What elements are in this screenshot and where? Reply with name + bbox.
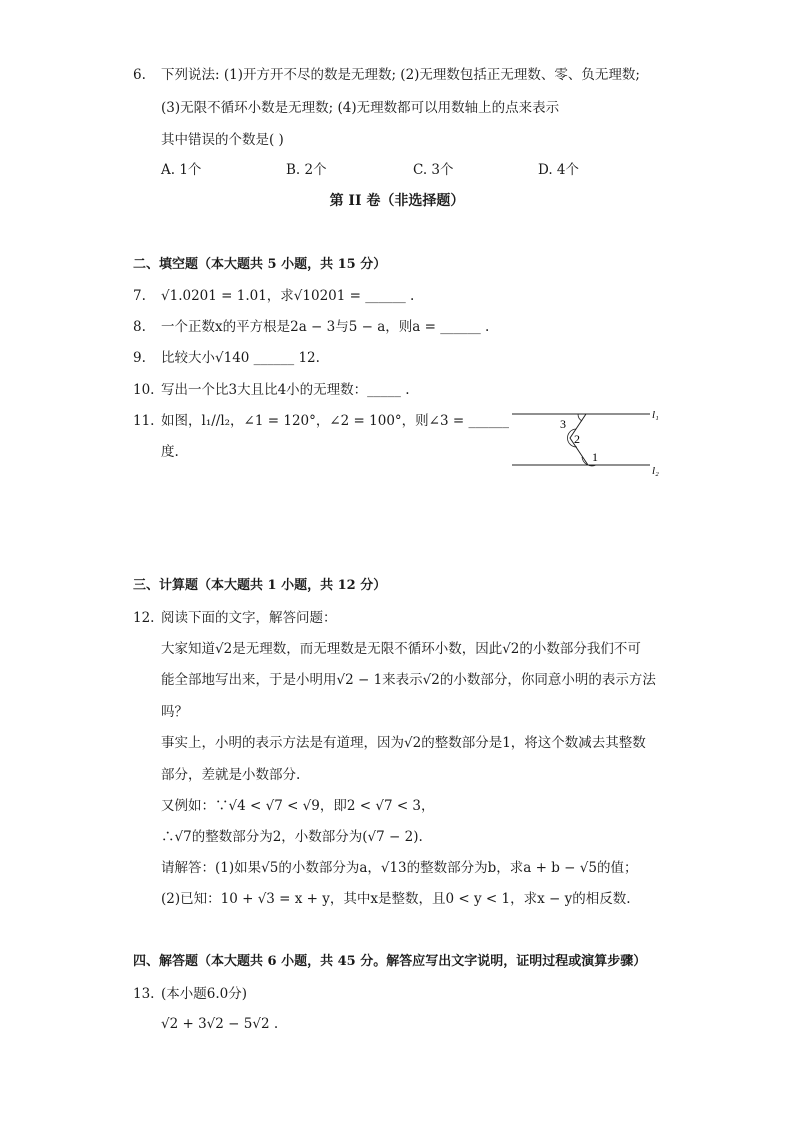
section3-heading: 三、计算题（本大题共 1 小题，共 12 分） <box>133 578 387 593</box>
section2-heading: 二、填空题（本大题共 5 小题，共 15 分） <box>133 257 387 272</box>
q6-line2: (3)无限不循环小数是无理数; (4)无理数都可以用数轴上的点来表示 <box>161 100 560 116</box>
q6-choice-d: D. 4个 <box>538 162 580 178</box>
q11-line1: 如图，l₁//l₂，∠1 = 120°，∠2 = 100°，则∠3 = ______ <box>161 413 509 429</box>
label-l1: l₁ <box>652 409 659 421</box>
q10-number: 10. <box>133 382 155 398</box>
label-angle-3: 3 <box>560 417 566 431</box>
q12-p5: 部分，差就是小数部分. <box>161 767 301 783</box>
angle-arc-3 <box>578 414 582 421</box>
part2-title: 第 II 卷（非选择题） <box>329 193 465 209</box>
q11-line2: 度. <box>161 444 179 460</box>
q6-choice-c: C. 3个 <box>413 162 454 178</box>
q12-p8: 请解答：(1)如果√5的小数部分为a，√13的整数部分为b，求a + b − √5的值； <box>161 860 638 876</box>
q12-p9: (2)已知：10 + √3 = x + y，其中x是整数，且0 < y < 1，求x − y的相反数. <box>161 891 631 907</box>
q12-number: 12. <box>133 610 155 626</box>
label-angle-2: 2 <box>574 432 580 446</box>
q12-p2: 能全部地写出来，于是小明用√2 − 1来表示√2的小数部分，你同意小明的表示方法 <box>161 672 656 688</box>
q12-p1: 大家知道√2是无理数，而无理数是无限不循环小数，因此√2的小数部分我们不可 <box>161 641 641 657</box>
q13-note: (本小题6.0分) <box>161 986 248 1002</box>
q9-number: 9. <box>133 350 146 366</box>
q10-text: 写出一个比3大且比4小的无理数：_____ . <box>161 382 410 398</box>
q9-text: 比较大小√140 ______ 12. <box>161 350 320 366</box>
label-l2: l₂ <box>652 465 659 477</box>
q11-number: 11. <box>133 413 155 429</box>
q12-intro: 阅读下面的文字，解答问题： <box>161 610 337 626</box>
q6-number: 6. <box>133 67 146 83</box>
parallel-lines-figure <box>508 402 668 482</box>
q12-p7: ∴√7的整数部分为2，小数部分为(√7 − 2). <box>161 829 423 845</box>
q6-choice-b: B. 2个 <box>286 162 327 178</box>
q7-number: 7. <box>133 288 146 304</box>
q6-choice-a: A. 1个 <box>161 162 202 178</box>
q6-line3: 其中错误的个数是( ) <box>161 132 284 148</box>
q7-text: √1.0201 = 1.01，求√10201 = ______ . <box>161 288 415 304</box>
label-angle-1: 1 <box>592 450 598 464</box>
section4-heading: 四、解答题（本大题共 6 小题，共 45 分。解答应写出文字说明，证明过程或演算步骤） <box>133 954 647 969</box>
q13-expression: √2 + 3√2 − 5√2 . <box>161 1016 279 1032</box>
q12-p3: 吗？ <box>161 704 188 720</box>
q8-number: 8. <box>133 319 146 335</box>
q6-line1: 下列说法: (1)开方开不尽的数是无理数; (2)无理数包括正无理数、零、负无理数; <box>161 67 640 83</box>
q8-text: 一个正数x的平方根是2a − 3与5 − a，则a = ______ . <box>161 319 490 335</box>
q12-p4: 事实上，小明的表示方法是有道理，因为√2的整数部分是1，将这个数减去其整数 <box>161 735 646 751</box>
q13-number: 13. <box>133 986 155 1002</box>
q12-p6: 又例如：∵√4 < √7 < √9，即2 < √7 < 3， <box>161 798 435 814</box>
